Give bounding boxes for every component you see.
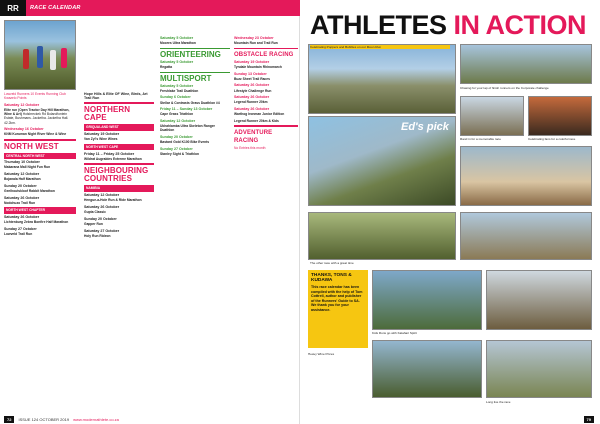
event: Warthog Ironman Junior Edition: [234, 112, 285, 117]
action-photo-6: [308, 212, 456, 260]
date: Saturday 5 October: [160, 36, 194, 40]
event: Bastard Gold K100 Bike Events: [160, 140, 210, 145]
left-footer: [4, 414, 119, 424]
title-part-b: IN ACTION: [453, 10, 586, 40]
event: Lifestyle Challenge Run: [234, 88, 272, 93]
left-column-3: [160, 36, 230, 159]
date: Sunday 13 October: [234, 71, 267, 76]
date: Saturday 5 October: [160, 83, 194, 88]
event: Gupta Classic: [84, 210, 106, 215]
right-page: [300, 0, 600, 424]
date: Saturday 5 October: [160, 59, 194, 64]
date: Saturday 19 October: [84, 132, 120, 137]
action-photo-1: [308, 44, 456, 114]
eds-pick-label: Ed's pick: [401, 121, 449, 133]
event: Nodohuzo Trail Run: [4, 200, 36, 205]
date: Saturday 26 October: [84, 204, 120, 209]
event: Geelhoutskloof Rabbit Marathon: [4, 189, 55, 193]
right-footer: [584, 414, 594, 424]
category-heading-orienteering: ORIENTEERING: [160, 50, 221, 60]
date: Saturday 26 October: [4, 215, 40, 220]
date: Saturday 27 October: [84, 228, 120, 233]
event: Holy Run Rideon: [84, 233, 111, 238]
date: Sunday 20 October: [160, 134, 193, 139]
photo-caption: The other race with a great time: [310, 261, 354, 265]
date: Saturday 26 October: [234, 83, 270, 88]
photo-caption: Heavy Wine Prices: [308, 352, 335, 356]
date: Saturday 19 October: [234, 59, 270, 64]
divider: [84, 102, 154, 104]
region-band: GRIQUALAND WEST: [84, 124, 154, 130]
page-number: 72: [4, 416, 14, 423]
left-column-2: [84, 92, 154, 240]
section-title: RACE CALENDAR: [30, 5, 81, 11]
title-part-a: ATHLETES: [310, 10, 454, 40]
date: Sunday 27 October: [160, 146, 193, 151]
page-number: 79: [584, 416, 594, 423]
region-heading-northern-cape: NORTHERN CAPE: [84, 104, 131, 123]
action-photo-9: [486, 270, 592, 330]
issue-label: ISSUE 124 OCTOBER 2019: [18, 416, 70, 422]
region-heading-neighbouring: NEIGHBOURING COUNTRIES: [84, 165, 149, 184]
event: Hengue-a-Hole Run & Ride Marathon: [84, 198, 142, 203]
divider: [84, 163, 154, 165]
action-photo-2: [460, 44, 592, 84]
event: Legend Runner 20km & Kids: [234, 118, 279, 123]
photo-caption: Celebrating Poppers and Bubbles on our Moon Run: [310, 45, 450, 49]
date: Saturday 12 October: [4, 172, 40, 176]
eds-pick-photo: [308, 116, 456, 206]
event: Bojanala Half Marathon: [4, 177, 41, 182]
running-club-photo: [4, 20, 76, 90]
date: Sunday 20 October: [4, 183, 37, 188]
event-details: Holsbreckek Rd Bolandfontein Estate, Bushmans. Jacketha. Jacketha Hall. 42.2km.: [4, 112, 69, 125]
region-heading-north-west: NORTH WEST: [4, 141, 59, 151]
category-heading-adventure: ADVENTURE RACING: [234, 129, 273, 145]
date: Saturday 26 October: [234, 106, 270, 111]
event: Legend Runner 20km: [234, 100, 268, 105]
date: Wednesday 16 October: [4, 127, 44, 132]
date: Saturday 26 October: [234, 95, 270, 100]
date: Sunday 20 October: [84, 216, 117, 221]
date: Sunday 6 October: [160, 95, 191, 100]
photo-caption: Lowveld Runners 10 Events Running Club Kwazelo Points: [4, 92, 66, 101]
thanks-promo: [308, 270, 368, 348]
region-band: CENTRAL NORTH WEST: [4, 153, 76, 159]
event: Tyndale Mountain Rhinomarch: [234, 65, 282, 69]
website-label: www.modernathlete.co.za: [73, 416, 119, 422]
action-photo-5: [460, 146, 592, 206]
date: Saturday 12 October: [4, 102, 40, 107]
divider: [4, 139, 76, 141]
left-column-4: [234, 36, 298, 152]
event: Ukhahlamba Ultra Skeleton Ranger Duathlon: [160, 124, 215, 133]
event: Mountain Run and Trail Run: [234, 41, 278, 46]
event: Elite run (Open Tractor Day Hill Marathon, Wine & Art): [4, 108, 70, 117]
action-photo-7: [460, 212, 592, 260]
date: Wednesday 23 October: [234, 36, 274, 40]
action-photo-11: [486, 340, 592, 398]
event: Freshlake Trail Duathlon: [160, 88, 199, 93]
promo-title: THANKS, TONS & KUDAWA: [311, 273, 352, 284]
date: Sunday 27 October: [4, 226, 37, 231]
event: KNM Kuruman Night River Wine & Wine: [4, 132, 67, 137]
category-heading-multisport: MULTISPORT: [160, 74, 212, 84]
date: Saturday 26 October: [4, 195, 40, 200]
photo-caption: Celebrating fans for a colorful race: [528, 137, 576, 141]
region-band: NORTH WEST CHAPTER: [4, 207, 76, 213]
photo-caption: Chasing for your lap of finish runners on the Corporate challenge: [460, 86, 549, 90]
event: Moores Ultra Marathon: [160, 41, 196, 46]
divider: [234, 48, 298, 50]
promo-body: This race calendar has been compiled with the help of Tom Cottrell, author and publisher of the Runners' Guide to SA. We thank you for your assistance.: [311, 285, 363, 312]
event: Gapper Run: [84, 221, 103, 226]
divider: [160, 48, 230, 50]
divider: [234, 125, 298, 127]
action-photo-4: [528, 96, 592, 136]
event: Regatta: [160, 65, 173, 69]
photo-caption: Kids Runs go with Kalahari Spirit: [372, 331, 417, 335]
action-photo-8: [372, 270, 482, 330]
region-band: NAMIBIA: [84, 185, 154, 191]
event: Lichtenburg Zebra Bonfire Half Marathon: [4, 220, 69, 225]
date: Friday 11 – Friday 25 October: [84, 151, 135, 156]
feature-title: [310, 10, 586, 40]
action-photo-10: [372, 340, 482, 398]
left-column-1: [4, 20, 76, 239]
event: Wildrat Augrabies Extreme Marathon: [84, 156, 142, 161]
photo-caption: Rand in for a memorable race: [460, 137, 501, 141]
date: Thursday 10 October: [4, 160, 40, 165]
divider: [160, 72, 230, 74]
date: Friday 11 – Sunday 13 October: [160, 107, 213, 112]
magazine-logo: RR: [0, 0, 26, 16]
no-entries-note: No Entries this month: [234, 145, 266, 150]
event: Hope Hills & Elite OF Wine, Birds, Art Trail Run: [84, 92, 148, 101]
event: Lowveld Trail Run: [4, 232, 33, 237]
event: Stellar & Contrasts Grass Duathlon #4: [160, 100, 220, 105]
event: Buzz Sheet Trail Races: [234, 76, 270, 81]
section-header: [0, 0, 300, 16]
category-heading-obstacle: OBSTACLE RACING: [234, 52, 294, 59]
event: Makarana Mall Night Fun Run: [4, 165, 51, 170]
region-band: NORTH WEST CAPE: [84, 144, 154, 150]
event: Van Zyl's Wine Wines: [84, 137, 118, 142]
event: Stanley Sight & Triathlon: [160, 151, 200, 156]
event: Cape Grass Triathlon: [160, 112, 194, 117]
date: Saturday 12 October: [84, 193, 120, 198]
action-photo-3: [460, 96, 524, 136]
photo-caption: Long live the race: [486, 400, 511, 404]
date: Saturday 12 October: [160, 118, 196, 123]
